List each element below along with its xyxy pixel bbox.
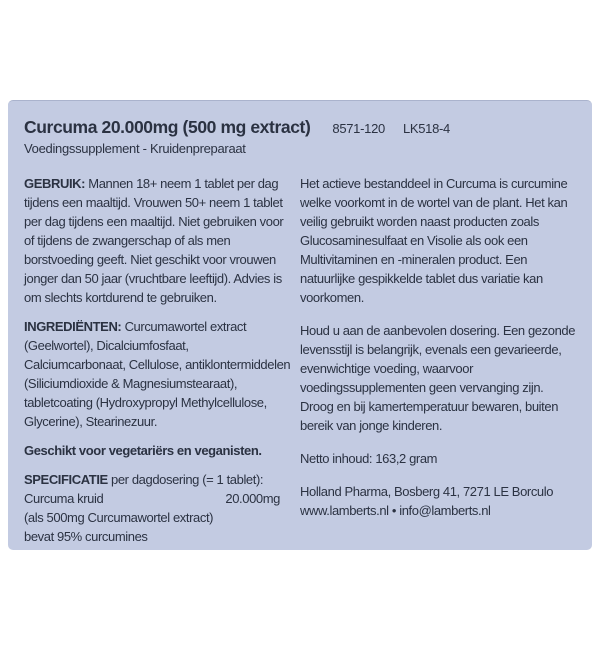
specificatie-heading: SPECIFICATIE bbox=[24, 472, 108, 487]
product-title: Curcuma 20.000mg (500 mg extract) bbox=[24, 117, 311, 137]
spec-note-line2: bevat 95% curcumines bbox=[24, 529, 148, 544]
specificatie-block bbox=[24, 470, 292, 546]
ingredienten-text: Curcumawortel extract (Geelwortel), Dicalciumfosfaat, Calciumcarbonaat, Cellulose, antiklontermiddelen (Siliciumdioxide & Magnesiumstearaat), tabletcoating (Hydroxypropyl Methylcellulose, Glycerine), Stearinezuur. bbox=[24, 319, 291, 429]
contact-line: www.lamberts.nl • info@lamberts.nl bbox=[300, 503, 491, 518]
gebruik-heading: GEBRUIK: bbox=[24, 176, 86, 191]
product-code-1: 8571-120 bbox=[332, 121, 385, 136]
label-card bbox=[8, 100, 592, 550]
manufacturer-block bbox=[300, 482, 576, 520]
ingredienten-heading: INGREDIËNTEN: bbox=[24, 319, 122, 334]
net-content: Netto inhoud: 163,2 gram bbox=[300, 451, 438, 466]
specificatie-text: per dagdosering (= 1 tablet): bbox=[107, 472, 264, 487]
product-subtitle: Voedingssupplement - Kruidenpreparaat bbox=[24, 141, 246, 156]
right-column bbox=[300, 174, 576, 546]
label-columns bbox=[24, 174, 576, 546]
manufacturer-address: Holland Pharma, Bosberg 41, 7271 LE Borculo bbox=[300, 484, 554, 499]
description-paragraph: Het actieve bestanddeel in Curcuma is curcumine welke voorkomt in de wortel van de plant. Het kan veilig gebruikt worden naast producten zoals Glucosaminesulfaat en Visolie als ook een Multivitaminen en -mineralen product. Een natuurlijke gespikkelde tablet dus variatie kan voorkomen. bbox=[300, 176, 568, 305]
spec-item-value: 20.000mg bbox=[225, 491, 280, 506]
advice-paragraph: Houd u aan de aanbevolen dosering. Een gezonde levensstijl is belangrijk, evenals een gevarieerde, evenwichtige voeding, waarvoor voedingssupplementen geen vervanging zijn. Droog en bij kamertemperatuur bewaren, buiten bereik van jonge kinderen. bbox=[300, 323, 576, 433]
label-header bbox=[24, 117, 576, 156]
spec-item-name: Curcuma kruid bbox=[24, 491, 104, 506]
suitable-statement: Geschikt voor vegetariërs en veganisten. bbox=[24, 443, 262, 458]
specificatie-heading-line bbox=[24, 470, 292, 489]
spec-row bbox=[24, 489, 280, 508]
ingredienten-paragraph bbox=[24, 317, 292, 431]
gebruik-paragraph bbox=[24, 174, 292, 307]
left-column bbox=[24, 174, 292, 546]
spec-note-line1: (als 500mg Curcumawortel extract) bbox=[24, 510, 214, 525]
title-row bbox=[24, 117, 576, 138]
product-code-2: LK518-4 bbox=[402, 121, 450, 136]
gebruik-text: Mannen 18+ neem 1 tablet per dag tijdens een maaltijd. Vrouwen 50+ neem 1 tablet per dag tijdens een maaltijd. Niet gebruiken voor of tijdens de zwangerschap of als men borstvoeding geeft. Niet geschikt voor vrouwen jonger dan 50 jaar (vruchtbare leeftijd). Advies is om slechts kortdurend te gebruiken. bbox=[24, 176, 284, 305]
